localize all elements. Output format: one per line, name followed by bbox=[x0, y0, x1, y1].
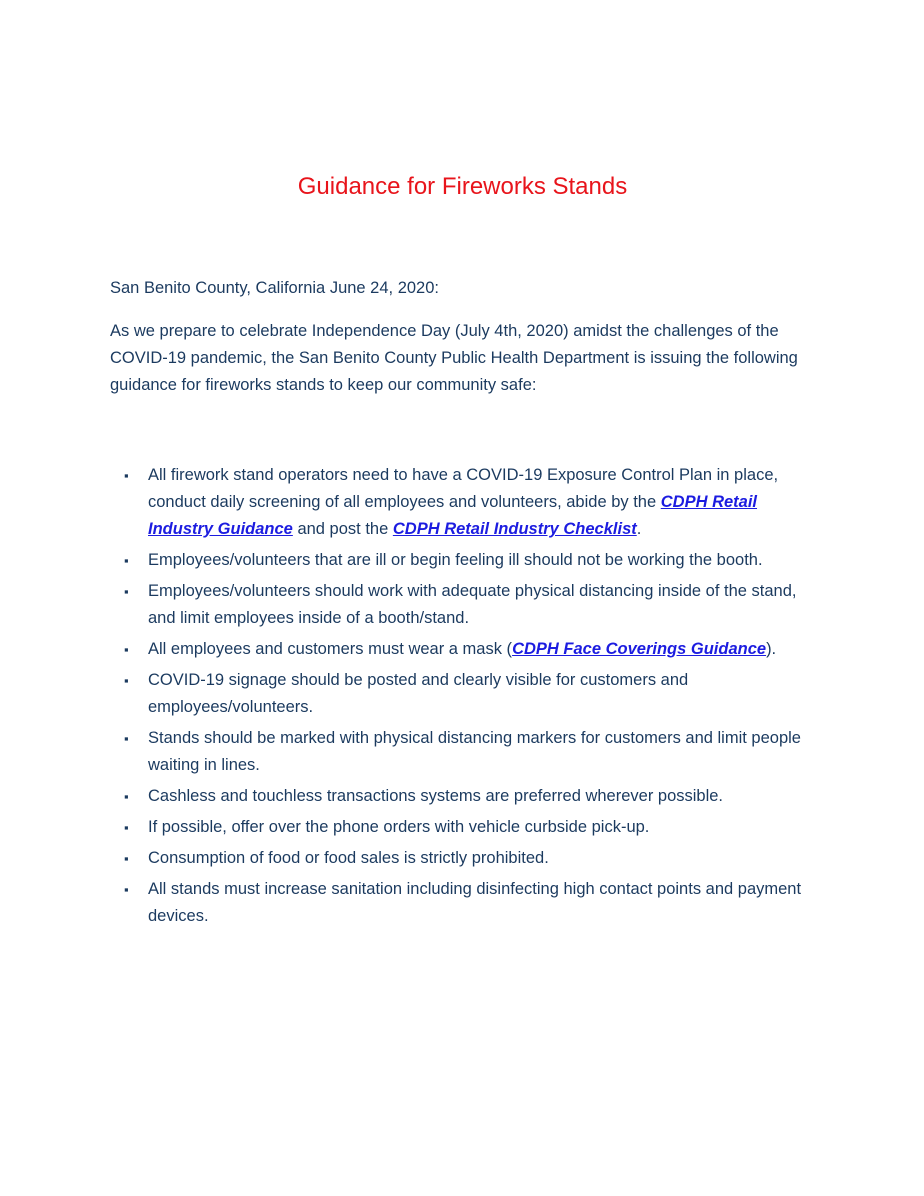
bullet-icon: ▪ bbox=[124, 468, 129, 483]
list-item-text: Employees/volunteers should work with adequate physical distancing inside of the stand, and limit employees inside of a booth/stand. bbox=[148, 582, 797, 627]
bullet-icon: ▪ bbox=[124, 882, 129, 897]
document-title: Guidance for Fireworks Stands bbox=[297, 173, 628, 200]
list-item-text: If possible, offer over the phone orders with vehicle curbside pick-up. bbox=[148, 818, 650, 836]
link-cdph-retail-industry-checklist[interactable]: CDPH Retail Industry Checklist bbox=[392, 520, 637, 538]
list-item bbox=[124, 725, 815, 779]
list-item bbox=[124, 547, 815, 574]
list-item-text: All employees and customers must wear a mask (CDPH Face Coverings Guidance). bbox=[148, 640, 777, 658]
link-cdph-face-coverings-guidance[interactable]: CDPH Face Coverings Guidance bbox=[512, 640, 767, 658]
list-item bbox=[124, 636, 815, 663]
list-item-text: Consumption of food or food sales is strictly prohibited. bbox=[148, 849, 549, 867]
bullet-icon: ▪ bbox=[124, 851, 129, 866]
bullet-icon: ▪ bbox=[124, 642, 129, 657]
link-cdph-retail-industry-guidance[interactable]: CDPH Retail Industry Guidance bbox=[148, 493, 758, 538]
list-item-text: All firework stand operators need to have a COVID-19 Exposure Control Plan in place, conduct daily screening of all employees and volunteers, abide by the CDPH Retail Industry Guidance and post the CDPH Retail Industry Checklist. bbox=[148, 466, 779, 538]
list-item bbox=[124, 783, 815, 810]
list-item-text: Employees/volunteers that are ill or begin feeling ill should not be working the booth. bbox=[148, 551, 763, 569]
bullet-icon: ▪ bbox=[124, 731, 129, 746]
list-item-text: Stands should be marked with physical distancing markers for customers and limit people waiting in lines. bbox=[148, 729, 801, 774]
intro-paragraph: As we prepare to celebrate Independence Day (July 4th, 2020) amidst the challenges of the COVID-19 pandemic, the San Benito County Public Health Department is issuing the following guidance for fireworks stands to keep our community safe: bbox=[110, 322, 798, 394]
bullet-icon: ▪ bbox=[124, 789, 129, 804]
bullet-icon: ▪ bbox=[124, 673, 129, 688]
list-item bbox=[124, 462, 815, 543]
list-item-text: Cashless and touchless transactions systems are preferred wherever possible. bbox=[148, 787, 724, 805]
dateline: San Benito County, California June 24, 2020: bbox=[110, 279, 439, 297]
bullet-icon: ▪ bbox=[124, 553, 129, 568]
list-item bbox=[124, 814, 815, 841]
list-item bbox=[124, 578, 815, 632]
list-item bbox=[124, 667, 815, 721]
list-item-text: All stands must increase sanitation including disinfecting high contact points and payment devices. bbox=[148, 880, 802, 925]
guidance-list bbox=[110, 462, 815, 930]
list-item bbox=[124, 876, 815, 930]
list-item bbox=[124, 845, 815, 872]
bullet-icon: ▪ bbox=[124, 820, 129, 835]
list-item-text: COVID-19 signage should be posted and clearly visible for customers and employees/volunteers. bbox=[148, 671, 689, 716]
bullet-icon: ▪ bbox=[124, 584, 129, 599]
